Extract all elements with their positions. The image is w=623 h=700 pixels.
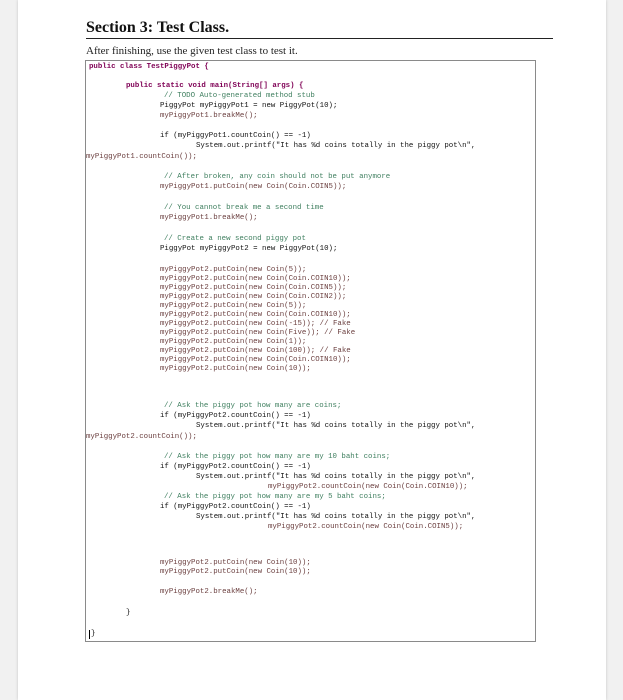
code-line-printf-1-cont: myPiggyPot1.countCoin());: [86, 153, 197, 161]
code-line-close-class: }: [91, 630, 96, 638]
code-line-printf-3-cont: myPiggyPot2.countCoin(new Coin(Coin.COIN10));: [268, 483, 468, 491]
code-line-put: myPiggyPot2.putCoin(new Coin(-15)); // Fake: [160, 320, 351, 328]
code-line-if-4: if (myPiggyPot2.countCoin() == -1): [160, 503, 311, 511]
code-line-put-end: myPiggyPot2.putCoin(new Coin(10));: [160, 559, 311, 567]
code-line-new-pot1: PiggyPot myPiggyPot1 = new PiggyPot(10);: [160, 102, 338, 110]
code-line-printf-4: System.out.printf("It has %d coins totally in the piggy pot\n",: [196, 513, 476, 521]
code-line-class-decl: public class TestPiggyPot {: [89, 63, 209, 71]
code-line-put: myPiggyPot2.putCoin(new Coin(Coin.COIN10));: [160, 311, 351, 319]
section-heading: Section 3: Test Class.: [86, 19, 230, 36]
code-line-put: myPiggyPot2.putCoin(new Coin(Coin.COIN10));: [160, 275, 351, 283]
code-line-put: myPiggyPot2.putCoin(new Coin(5));: [160, 302, 307, 310]
code-line-printf-2-cont: myPiggyPot2.countCoin());: [86, 433, 197, 441]
code-line-break-pot1-again: myPiggyPot1.breakMe();: [160, 214, 258, 222]
code-comment-broken: // After broken, any coin should not be put anymore: [164, 173, 391, 181]
code-line-put: myPiggyPot2.putCoin(new Coin(Five)); // Fake: [160, 329, 356, 337]
code-line-printf-2: System.out.printf("It has %d coins totally in the piggy pot\n",: [196, 422, 476, 430]
code-line-printf-3: System.out.printf("It has %d coins totally in the piggy pot\n",: [196, 473, 476, 481]
code-line-printf-1: System.out.printf("It has %d coins totally in the piggy pot\n",: [196, 142, 476, 150]
code-line-printf-4-cont: myPiggyPot2.countCoin(new Coin(Coin.COIN5));: [268, 523, 464, 531]
code-line-put-pot1: myPiggyPot1.putCoin(new Coin(Coin.COIN5));: [160, 183, 347, 191]
code-line-put: myPiggyPot2.putCoin(new Coin(1));: [160, 338, 307, 346]
code-line-break-pot1: myPiggyPot1.breakMe();: [160, 112, 258, 120]
code-comment-create: // Create a new second piggy pot: [164, 235, 306, 243]
code-listing: [85, 60, 536, 642]
code-line-break-pot2: myPiggyPot2.breakMe();: [160, 588, 258, 596]
code-line-put: myPiggyPot2.putCoin(new Coin(5));: [160, 266, 307, 274]
code-line-main-decl: public static void main(String[] args) {: [126, 82, 304, 90]
code-line-put: myPiggyPot2.putCoin(new Coin(Coin.COIN2));: [160, 293, 347, 301]
code-line-new-pot2: PiggyPot myPiggyPot2 = new PiggyPot(10);: [160, 245, 338, 253]
code-comment-ask-2: // Ask the piggy pot how many are my 10 baht coins;: [164, 453, 391, 461]
code-line-close-main: }: [126, 609, 131, 617]
code-comment-ask-3: // Ask the piggy pot how many are my 5 baht coins;: [164, 493, 386, 501]
code-comment-todo: // TODO Auto-generated method stub: [164, 92, 315, 100]
code-comment-ask-1: // Ask the piggy pot how many are coins;: [164, 402, 342, 410]
code-line-put: myPiggyPot2.putCoin(new Coin(10));: [160, 365, 311, 373]
code-line-put-end: myPiggyPot2.putCoin(new Coin(10));: [160, 568, 311, 576]
code-line-if-1: if (myPiggyPot1.countCoin() == -1): [160, 132, 311, 140]
heading-divider: [86, 38, 553, 39]
code-line-put: myPiggyPot2.putCoin(new Coin(Coin.COIN10));: [160, 356, 351, 364]
code-line-if-3: if (myPiggyPot2.countCoin() == -1): [160, 463, 311, 471]
code-line-put: myPiggyPot2.putCoin(new Coin(Coin.COIN5));: [160, 284, 347, 292]
code-line-if-2: if (myPiggyPot2.countCoin() == -1): [160, 412, 311, 420]
intro-text: After finishing, use the given test class to test it.: [86, 45, 298, 57]
code-comment-second-break: // You cannot break me a second time: [164, 204, 324, 212]
code-line-put: myPiggyPot2.putCoin(new Coin(100)); // Fake: [160, 347, 351, 355]
